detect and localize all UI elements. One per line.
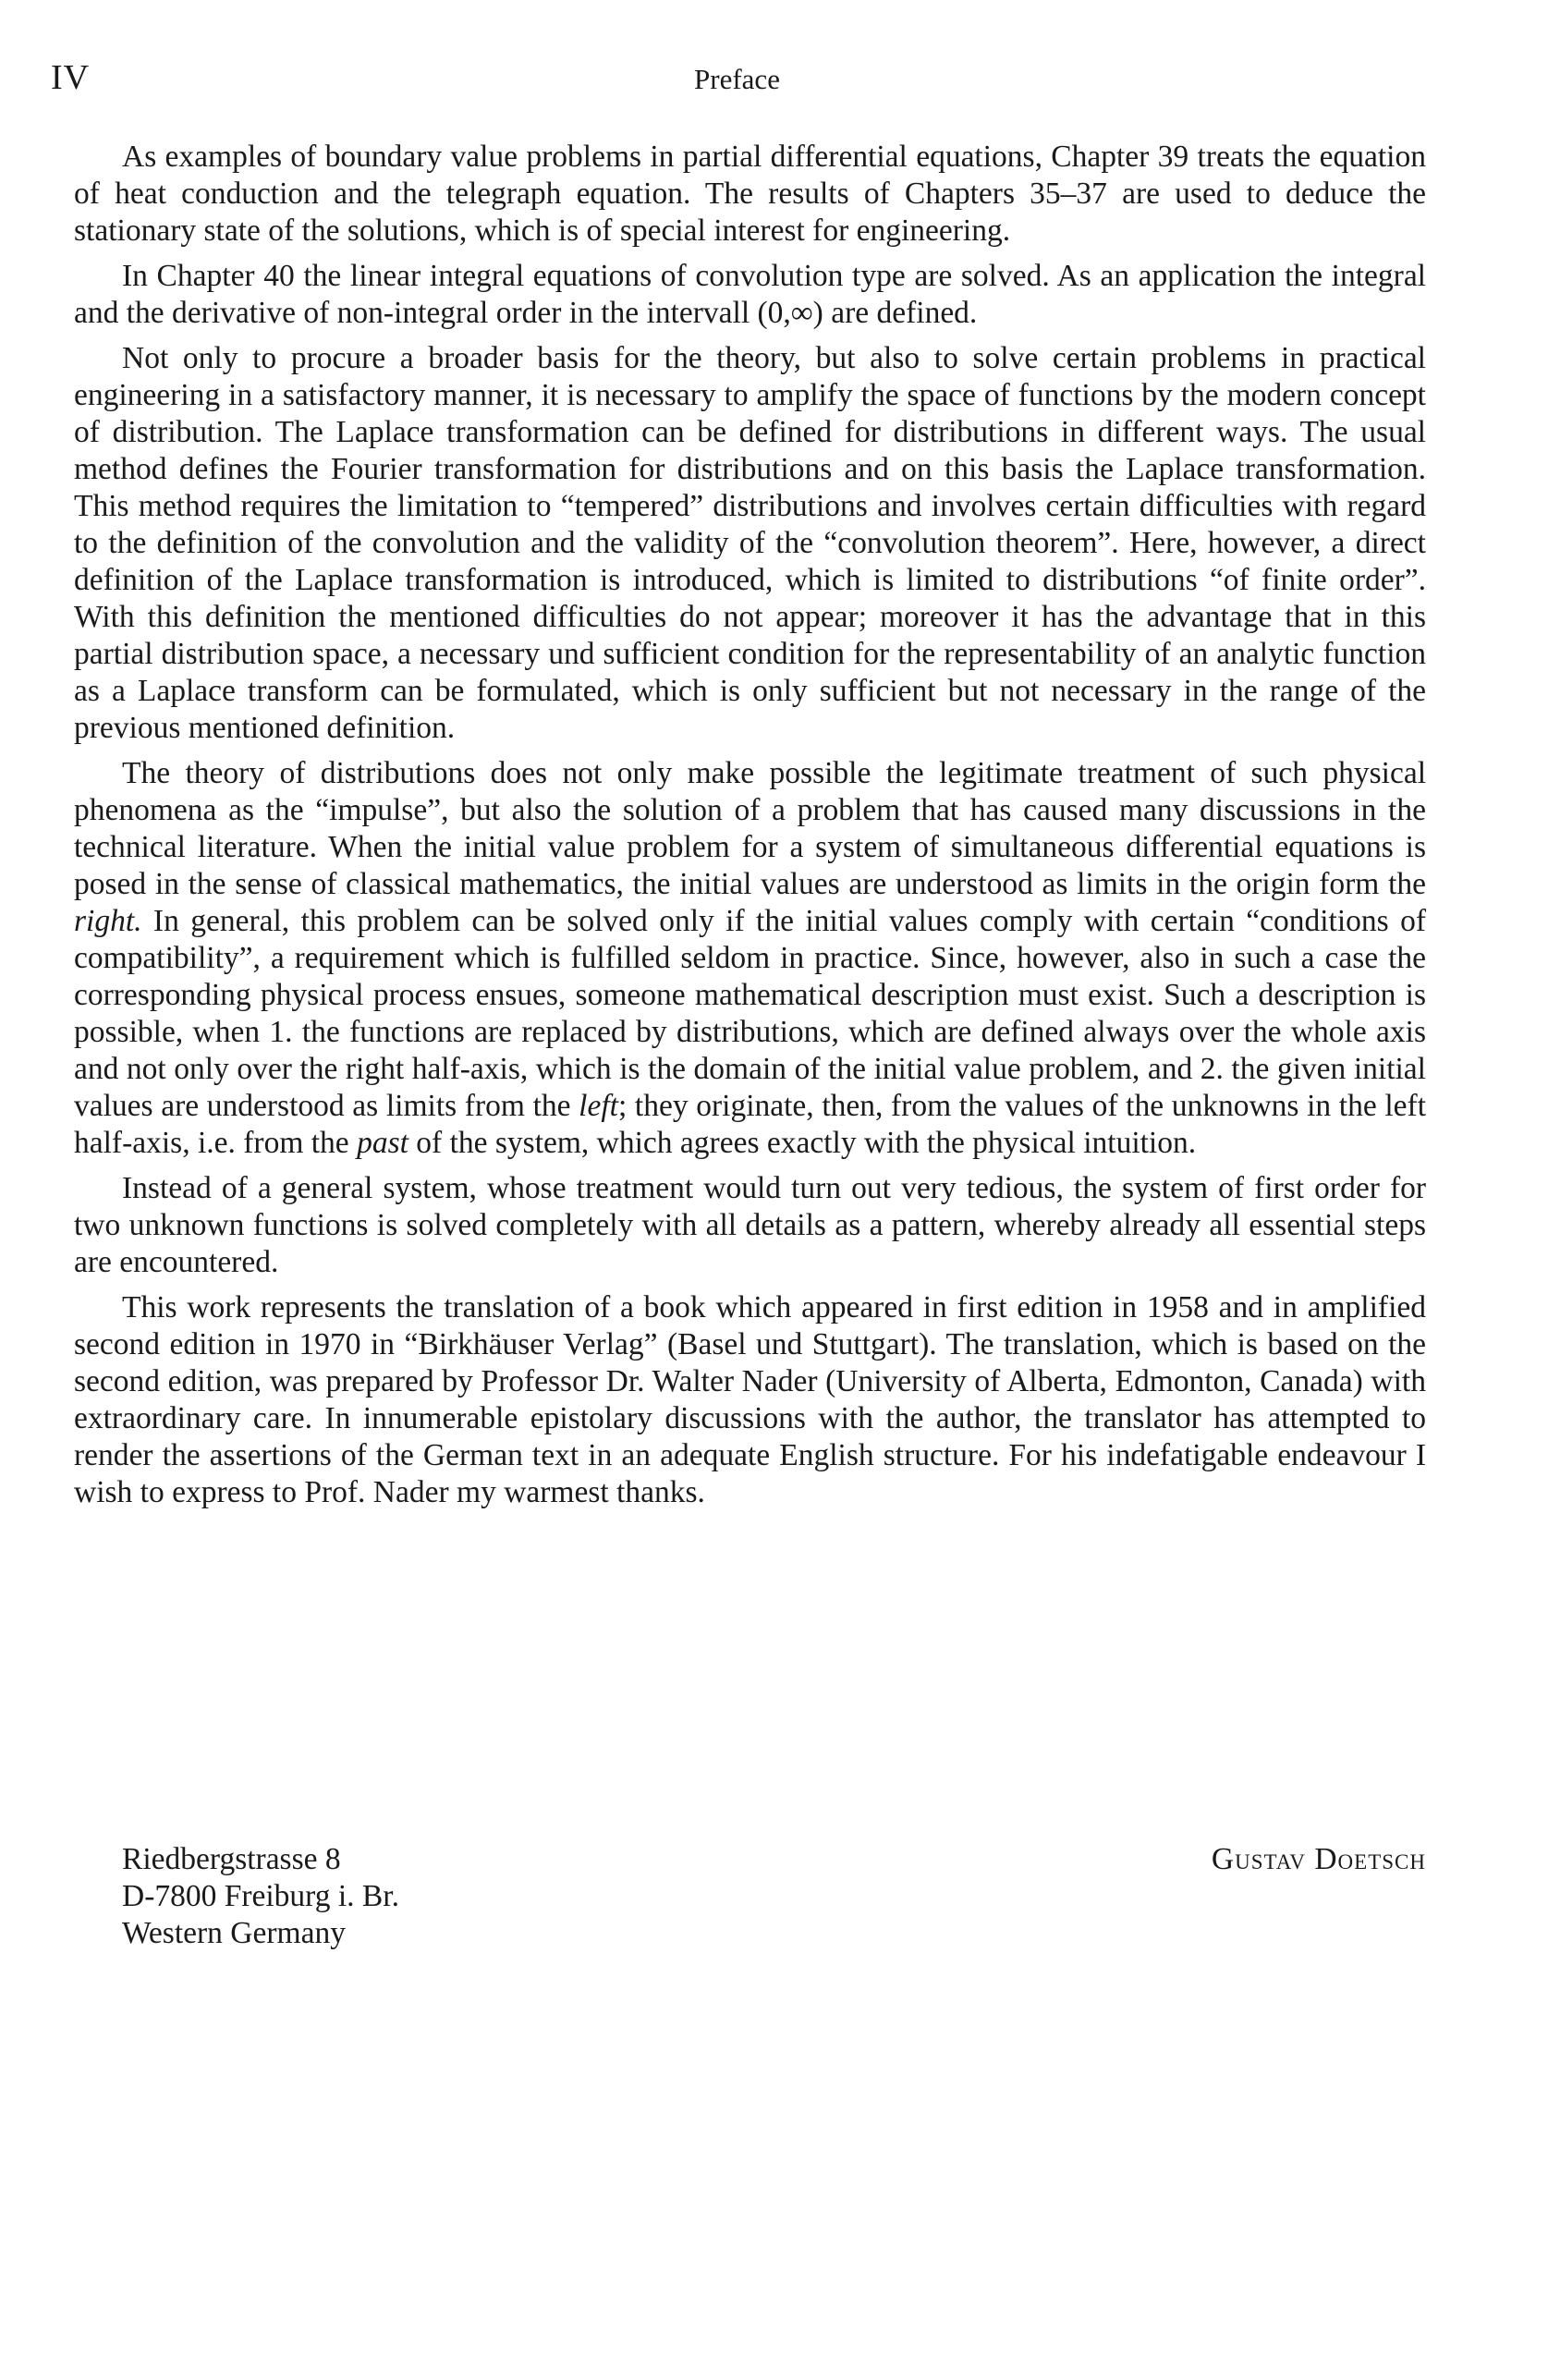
paragraph-text-segment: ; they originate, then, from the values of the unknowns in the left half-axis, i.e. from the — [74, 1089, 1426, 1160]
paragraph-translation: This work represents the translation of a book which appeared in first edition in 1958 and in amplified second edition in 1970 in “Birkhäuser Verlag” (Basel und Stuttgart). The translation, which is based on the second edition, was prepared by Professor Dr. Walter Nader (University of Alberta, Edmonton, Canada) with extraordinary care. In innumerable epistolary discussions with the author, the translator has attempted to render the assertions of the German text in an adequate English structure. For his indefatigable endeavour I wish to express to Prof. Nader my warmest thanks. — [74, 1290, 1426, 1509]
author-address — [122, 1841, 399, 1952]
page-number: IV — [51, 58, 91, 97]
address-line: D-7800 Freiburg i. Br. — [122, 1879, 399, 1913]
address-line: Western Germany — [122, 1916, 346, 1950]
preface-body — [74, 139, 1426, 1511]
paragraph-boundary-value-problems: As examples of boundary value problems in partial differential equations, Chapter 39 treats the equation of heat conduction and the telegraph equation. The results of Chapters 35–37 are used to deduce the stationary state of the solutions, which is of special interest for engineering. — [74, 140, 1426, 248]
running-title: Preface — [694, 63, 780, 95]
signature-block — [122, 1841, 1426, 1971]
paragraph-integral-equations: In Chapter 40 the linear integral equations of convolution type are solved. As an application the integral and the derivative of non-integral order in the intervall (0,∞) are defined. — [74, 259, 1426, 330]
address-line: Riedbergstrasse 8 — [122, 1842, 341, 1876]
paragraph-distributions: Not only to procure a broader basis for the theory, but also to solve certain problems in practical engineering in a satisfactory manner, it is necessary to amplify the space of functions by the modern concept of distribution. The Laplace transformation can be defined for distributions in different ways. The usual method defines the Fourier transformation for distributions and on this basis the Laplace transformation. This method requires the limitation to “tempered” distributions and involves certain difficulties with regard to the definition of the convolution and the validity of the “convolution theorem”. Here, however, a direct definition of the Laplace transformation is introduced, which is limited to distributions “of finite order”. With this definition the mentioned difficulties do not appear; moreover it has the advantage that in this partial distribution space, a necessary und sufficient condition for the representability of an analytic function as a Laplace transform can be formulated, which is only sufficient but not necessary in the range of the previous mentioned definition. — [74, 341, 1426, 745]
paragraph-first-order-system: Instead of a general system, whose treatment would turn out very tedious, the system of first order for two unknown functions is solved completely with all details as a pattern, whereby already all essential steps are encountered. — [74, 1171, 1426, 1279]
running-head — [51, 57, 1423, 113]
paragraph-text-segment: The theory of distributions does not only make possible the legitimate treatment of such physical phenomena as the “impulse”, but also the solution of a problem that has caused many discussions in the technical literature. When the initial value problem for a system of simultaneous differential equations is posed in the sense of classical mathematics, the initial values are understood as limits in the origin form the — [74, 756, 1426, 901]
italic-past: past — [357, 1126, 408, 1160]
paragraph-initial-value-problem — [74, 755, 1426, 1162]
author-name: Gustav Doetsch — [1211, 1842, 1426, 1876]
italic-left: left — [579, 1089, 618, 1123]
italic-right: right. — [74, 904, 142, 938]
paragraph-text-segment: of the system, which agrees exactly with the physical intuition. — [408, 1126, 1197, 1160]
paragraph-text-segment: In general, this problem can be solved only if the initial values comply with certain “conditions of compatibility”, a requirement which is fulfilled seldom in practice. Since, however, also in such a case the corresponding physical process ensues, someone mathematical description must exist. Such a description is possible, when 1. the functions are replaced by distributions, which are defined always over the whole axis and not only over the right half-axis, which is the domain of the initial value problem, and 2. the given initial values are understood as limits from the — [74, 904, 1426, 1123]
